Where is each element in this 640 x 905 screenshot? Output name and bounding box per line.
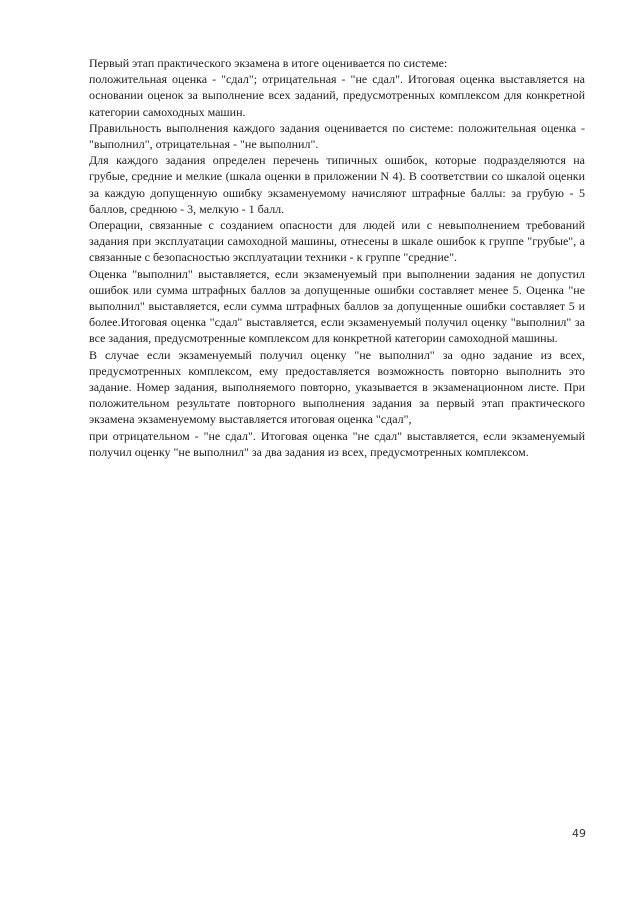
paragraph-intro: Первый этап практического экзамена в итоге оценивается по системе: xyxy=(89,56,448,70)
page-number: 49 xyxy=(572,827,586,840)
document-body xyxy=(89,55,585,460)
paragraph-error-types: Для каждого задания определен перечень типичных ошибок, которые подразделяются на грубые, средние и мелкие (шкала оценки в приложении N 4). В соответствии со шкалой оценки за каждую допущенную ошибку экзаменуемому начисляют штрафные баллы: за грубую - 5 баллов, среднюю - 3, мелкую - 1 балл. xyxy=(89,153,585,216)
paragraph-error-groups: Операции, связанные с созданием опасности для людей или с невыполнением требований задания при эксплуатации самоходной машины, отнесены в шкале ошибок к группе "грубые", а связанные с безопасностью эксплуатации техники - к группе "средние". xyxy=(89,218,585,265)
paragraph-pass-criteria: Оценка "выполнил" выставляется, если экзаменуемый при выполнении задания не допустил ошибок или сумма штрафных баллов за допущенные ошибки составляет менее 5. Оценка "не выполнил" выставляется, если сумма штрафных баллов за допущенные ошибки составляет 5 и более.Итоговая оценка "сдал" выставляется, если экзаменуемый получил оценку "выполнил" за все задания, предусмотренные комплексом для конкретной категории самоходной машины. xyxy=(89,266,585,346)
paragraph-final-grade: положительная оценка - "сдал"; отрицательная - "не сдал". Итоговая оценка выставляется на основании оценок за выполнение всех заданий, предусмотренных комплексом для конкретной категории самоходных машин. xyxy=(89,72,585,119)
paragraph-fail: при отрицательном - "не сдал". Итоговая оценка "не сдал" выставляется, если экзаменуемый получил оценку "не выполнил" за два задания из всех, предусмотренных комплексом. xyxy=(89,428,585,459)
paragraph-task-grading: Правильность выполнения каждого задания оценивается по системе: положительная оценка - "выполнил", отрицательная - "не выполнил". xyxy=(89,120,585,152)
paragraph-retry: В случае если экзаменуемый получил оценку "не выполнил" за одно задание из всех, предусмотренных комплексом, ему предоставляется возможность повторно выполнить это задание. Номер задания, выполняемого повторно, указывается в экзаменационном листе. При положительном результате повторного выполнения задания за первый этап практического экзамена экзаменуемому выставляется итоговая оценка "сдал", xyxy=(89,347,585,427)
